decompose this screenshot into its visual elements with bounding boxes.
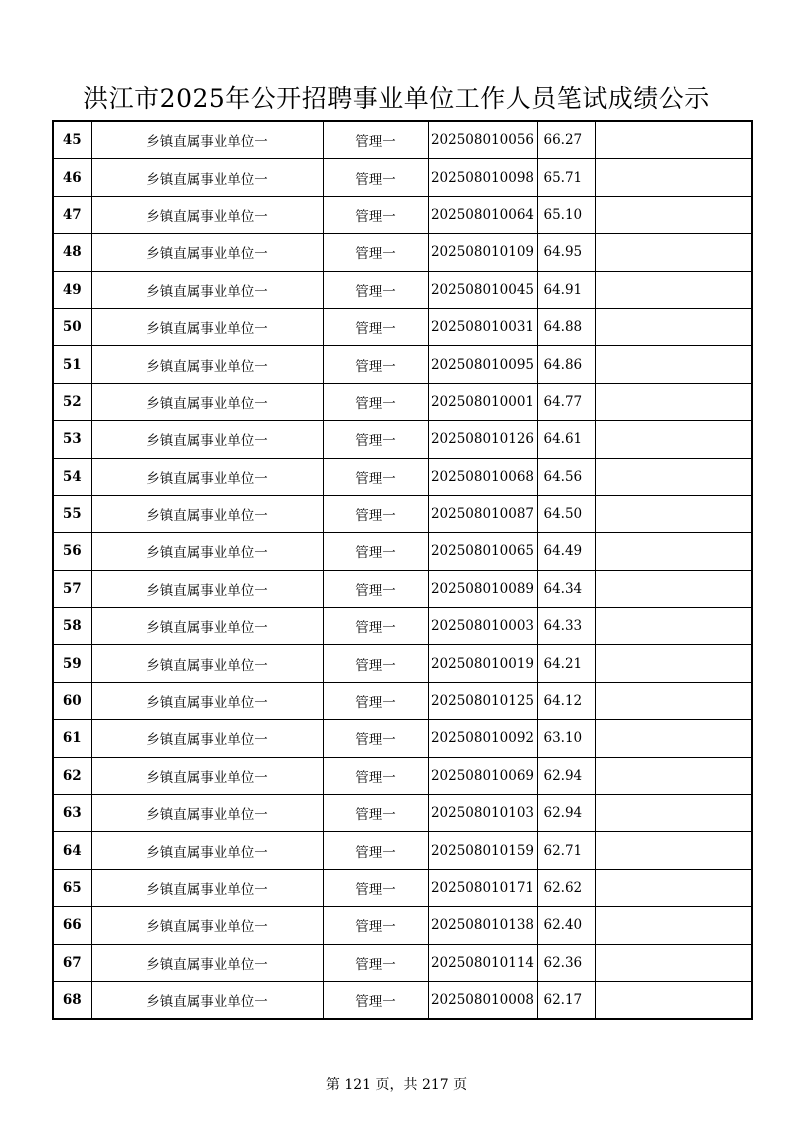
ticket-number-cell: 202508010031 <box>428 308 537 345</box>
score-cell: 62.94 <box>537 757 595 794</box>
table-row <box>53 570 752 607</box>
table-row <box>53 458 752 495</box>
note-cell <box>595 645 752 682</box>
position-cell: 管理一 <box>323 608 428 645</box>
ticket-number-cell: 202508010103 <box>428 795 537 832</box>
note-cell <box>595 383 752 420</box>
unit-cell: 乡镇直属事业单位一 <box>91 346 323 383</box>
table-row <box>53 308 752 345</box>
row-number-cell: 65 <box>53 869 91 906</box>
row-number-cell: 52 <box>53 383 91 420</box>
row-number-cell: 55 <box>53 495 91 532</box>
note-cell <box>595 121 752 159</box>
unit-cell: 乡镇直属事业单位一 <box>91 495 323 532</box>
score-cell: 64.91 <box>537 271 595 308</box>
table-row <box>53 533 752 570</box>
score-cell: 64.50 <box>537 495 595 532</box>
score-cell: 62.71 <box>537 832 595 869</box>
row-number-cell: 67 <box>53 944 91 981</box>
table-row <box>53 645 752 682</box>
note-cell <box>595 795 752 832</box>
table-row <box>53 159 752 196</box>
unit-cell: 乡镇直属事业单位一 <box>91 944 323 981</box>
row-number-cell: 60 <box>53 682 91 719</box>
ticket-number-cell: 202508010109 <box>428 234 537 271</box>
score-cell: 64.12 <box>537 682 595 719</box>
unit-cell: 乡镇直属事业单位一 <box>91 757 323 794</box>
row-number-cell: 45 <box>53 121 91 159</box>
ticket-number-cell: 202508010001 <box>428 383 537 420</box>
unit-cell: 乡镇直属事业单位一 <box>91 271 323 308</box>
note-cell <box>595 271 752 308</box>
table-row <box>53 757 752 794</box>
position-cell: 管理一 <box>323 159 428 196</box>
table-row <box>53 196 752 233</box>
unit-cell: 乡镇直属事业单位一 <box>91 832 323 869</box>
score-cell: 64.34 <box>537 570 595 607</box>
note-cell <box>595 832 752 869</box>
ticket-number-cell: 202508010089 <box>428 570 537 607</box>
ticket-number-cell: 202508010098 <box>428 159 537 196</box>
table-row <box>53 832 752 869</box>
row-number-cell: 58 <box>53 608 91 645</box>
row-number-cell: 59 <box>53 645 91 682</box>
unit-cell: 乡镇直属事业单位一 <box>91 196 323 233</box>
unit-cell: 乡镇直属事业单位一 <box>91 869 323 906</box>
row-number-cell: 57 <box>53 570 91 607</box>
unit-cell: 乡镇直属事业单位一 <box>91 383 323 420</box>
table-row <box>53 907 752 944</box>
unit-cell: 乡镇直属事业单位一 <box>91 570 323 607</box>
row-number-cell: 61 <box>53 720 91 757</box>
position-cell: 管理一 <box>323 308 428 345</box>
table-row <box>53 346 752 383</box>
unit-cell: 乡镇直属事业单位一 <box>91 234 323 271</box>
table-row <box>53 495 752 532</box>
note-cell <box>595 421 752 458</box>
unit-cell: 乡镇直属事业单位一 <box>91 159 323 196</box>
unit-cell: 乡镇直属事业单位一 <box>91 907 323 944</box>
table-row <box>53 720 752 757</box>
position-cell: 管理一 <box>323 458 428 495</box>
ticket-number-cell: 202508010092 <box>428 720 537 757</box>
row-number-cell: 63 <box>53 795 91 832</box>
position-cell: 管理一 <box>323 907 428 944</box>
position-cell: 管理一 <box>323 570 428 607</box>
row-number-cell: 56 <box>53 533 91 570</box>
unit-cell: 乡镇直属事业单位一 <box>91 682 323 719</box>
position-cell: 管理一 <box>323 720 428 757</box>
ticket-number-cell: 202508010045 <box>428 271 537 308</box>
note-cell <box>595 570 752 607</box>
row-number-cell: 46 <box>53 159 91 196</box>
position-cell: 管理一 <box>323 495 428 532</box>
unit-cell: 乡镇直属事业单位一 <box>91 981 323 1019</box>
ticket-number-cell: 202508010171 <box>428 869 537 906</box>
score-cell: 62.40 <box>537 907 595 944</box>
note-cell <box>595 720 752 757</box>
note-cell <box>595 159 752 196</box>
ticket-number-cell: 202508010125 <box>428 682 537 719</box>
position-cell: 管理一 <box>323 196 428 233</box>
score-cell: 62.36 <box>537 944 595 981</box>
row-number-cell: 54 <box>53 458 91 495</box>
position-cell: 管理一 <box>323 682 428 719</box>
note-cell <box>595 458 752 495</box>
position-cell: 管理一 <box>323 757 428 794</box>
ticket-number-cell: 202508010159 <box>428 832 537 869</box>
ticket-number-cell: 202508010019 <box>428 645 537 682</box>
position-cell: 管理一 <box>323 346 428 383</box>
table-row <box>53 121 752 159</box>
row-number-cell: 68 <box>53 981 91 1019</box>
ticket-number-cell: 202508010087 <box>428 495 537 532</box>
score-cell: 64.21 <box>537 645 595 682</box>
position-cell: 管理一 <box>323 383 428 420</box>
score-cell: 64.49 <box>537 533 595 570</box>
row-number-cell: 48 <box>53 234 91 271</box>
position-cell: 管理一 <box>323 645 428 682</box>
table-row <box>53 869 752 906</box>
page-title: 洪江市2025年公开招聘事业单位工作人员笔试成绩公示 <box>83 84 710 113</box>
unit-cell: 乡镇直属事业单位一 <box>91 645 323 682</box>
table-row <box>53 421 752 458</box>
ticket-number-cell: 202508010056 <box>428 121 537 159</box>
ticket-number-cell: 202508010068 <box>428 458 537 495</box>
note-cell <box>595 757 752 794</box>
position-cell: 管理一 <box>323 869 428 906</box>
row-number-cell: 47 <box>53 196 91 233</box>
score-table-body <box>53 121 752 1019</box>
ticket-number-cell: 202508010114 <box>428 944 537 981</box>
unit-cell: 乡镇直属事业单位一 <box>91 458 323 495</box>
ticket-number-cell: 202508010095 <box>428 346 537 383</box>
note-cell <box>595 944 752 981</box>
score-cell: 64.77 <box>537 383 595 420</box>
row-number-cell: 53 <box>53 421 91 458</box>
row-number-cell: 66 <box>53 907 91 944</box>
note-cell <box>595 196 752 233</box>
position-cell: 管理一 <box>323 533 428 570</box>
score-cell: 62.62 <box>537 869 595 906</box>
score-table <box>52 120 753 1020</box>
score-cell: 64.88 <box>537 308 595 345</box>
score-cell: 63.10 <box>537 720 595 757</box>
row-number-cell: 64 <box>53 832 91 869</box>
ticket-number-cell: 202508010065 <box>428 533 537 570</box>
note-cell <box>595 869 752 906</box>
note-cell <box>595 495 752 532</box>
row-number-cell: 62 <box>53 757 91 794</box>
note-cell <box>595 346 752 383</box>
row-number-cell: 51 <box>53 346 91 383</box>
note-cell <box>595 608 752 645</box>
score-cell: 64.33 <box>537 608 595 645</box>
note-cell <box>595 308 752 345</box>
row-number-cell: 50 <box>53 308 91 345</box>
table-row <box>53 383 752 420</box>
page-footer: 第 121 页，共 217 页 <box>325 1077 468 1093</box>
position-cell: 管理一 <box>323 944 428 981</box>
position-cell: 管理一 <box>323 121 428 159</box>
ticket-number-cell: 202508010064 <box>428 196 537 233</box>
table-row <box>53 234 752 271</box>
score-cell: 65.10 <box>537 196 595 233</box>
table-row <box>53 608 752 645</box>
position-cell: 管理一 <box>323 981 428 1019</box>
unit-cell: 乡镇直属事业单位一 <box>91 533 323 570</box>
position-cell: 管理一 <box>323 271 428 308</box>
ticket-number-cell: 202508010003 <box>428 608 537 645</box>
score-cell: 62.17 <box>537 981 595 1019</box>
unit-cell: 乡镇直属事业单位一 <box>91 121 323 159</box>
note-cell <box>595 682 752 719</box>
position-cell: 管理一 <box>323 421 428 458</box>
table-row <box>53 944 752 981</box>
score-cell: 64.61 <box>537 421 595 458</box>
unit-cell: 乡镇直属事业单位一 <box>91 795 323 832</box>
score-cell: 64.95 <box>537 234 595 271</box>
note-cell <box>595 907 752 944</box>
note-cell <box>595 234 752 271</box>
score-cell: 62.94 <box>537 795 595 832</box>
position-cell: 管理一 <box>323 795 428 832</box>
table-row <box>53 682 752 719</box>
ticket-number-cell: 202508010069 <box>428 757 537 794</box>
table-row <box>53 271 752 308</box>
position-cell: 管理一 <box>323 832 428 869</box>
note-cell <box>595 981 752 1019</box>
score-cell: 64.56 <box>537 458 595 495</box>
ticket-number-cell: 202508010126 <box>428 421 537 458</box>
ticket-number-cell: 202508010138 <box>428 907 537 944</box>
unit-cell: 乡镇直属事业单位一 <box>91 421 323 458</box>
row-number-cell: 49 <box>53 271 91 308</box>
unit-cell: 乡镇直属事业单位一 <box>91 308 323 345</box>
note-cell <box>595 533 752 570</box>
score-cell: 66.27 <box>537 121 595 159</box>
unit-cell: 乡镇直属事业单位一 <box>91 608 323 645</box>
ticket-number-cell: 202508010008 <box>428 981 537 1019</box>
position-cell: 管理一 <box>323 234 428 271</box>
table-row <box>53 981 752 1019</box>
unit-cell: 乡镇直属事业单位一 <box>91 720 323 757</box>
score-cell: 64.86 <box>537 346 595 383</box>
score-cell: 65.71 <box>537 159 595 196</box>
table-row <box>53 795 752 832</box>
